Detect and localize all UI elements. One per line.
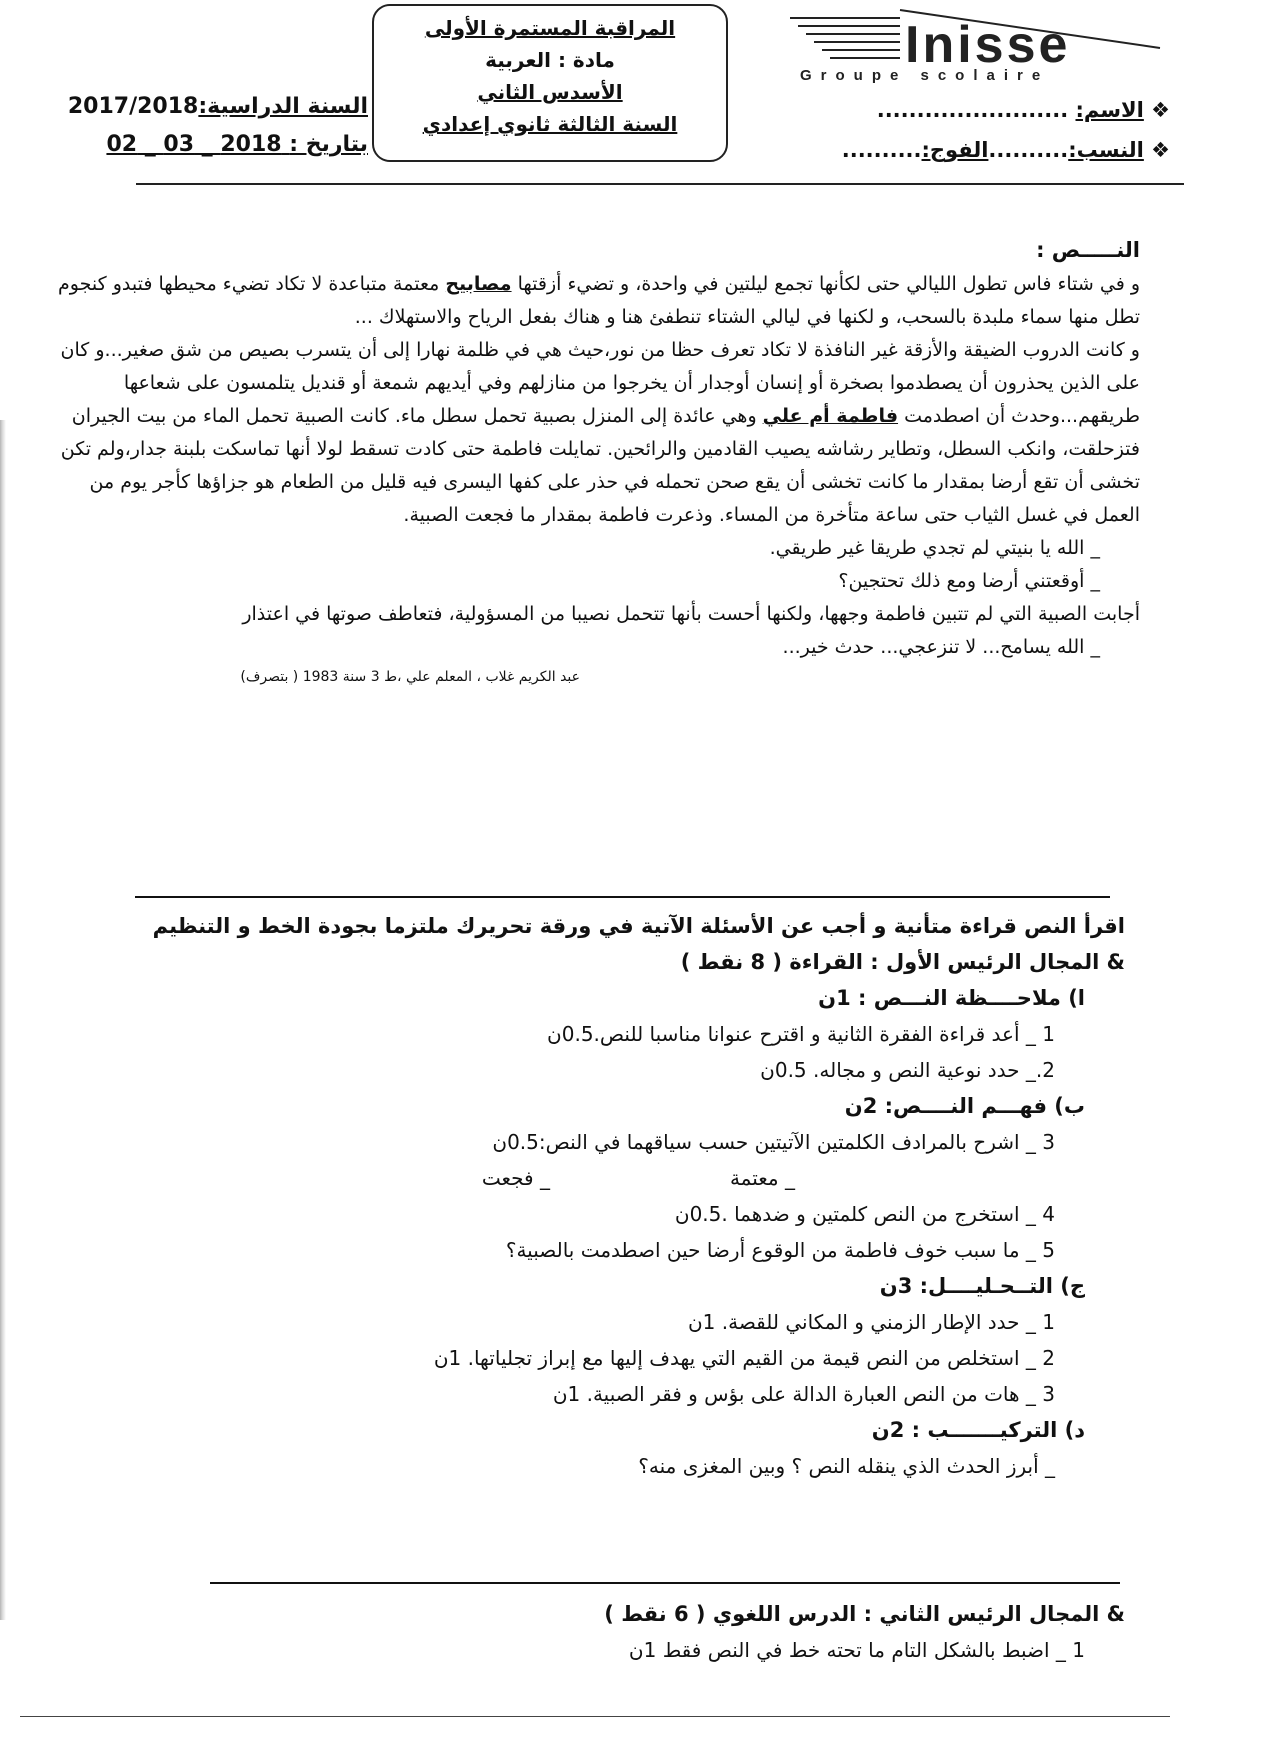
word-pair-row xyxy=(100,1160,1125,1196)
exam-title-box xyxy=(372,4,728,162)
question-b5: 5 _ ما سبب خوف فاطمة من الوقوع أرضا حين اصطدمت بالصبية؟ xyxy=(505,1238,1055,1262)
dialogue-3: _ الله يسامح... لا تنزعجي... حدث خير... xyxy=(782,636,1100,658)
underlined-word: مصابيح xyxy=(445,273,512,295)
paragraph-2 xyxy=(50,334,1140,532)
semester: الأسدس الثاني xyxy=(477,80,623,104)
paragraph-3: أجابت الصبية التي لم تتبين فاطمة وجهها، ولكنها أحست بأنها تتحمل نصيبا من المسؤولية، فتعاطف صوتها في اعتذار xyxy=(242,603,1140,625)
name-line xyxy=(745,90,1170,130)
paragraph-1-start: و في شتاء فاس تطول الليالي حتى لكأنها تجمع ليلتين في واحدة، و تضيء أزقتها xyxy=(511,273,1140,295)
paragraph-2-start: و كانت الدروب الضيقة والأزقة غير النافذة لا تكاد تعرف حظا من نور،حيث هي في ظلمة نهارا إلى أن يتسرب بصيص من شق صغير...و كان على الذين يحذرون أن يصطدموا بصخرة أو إنسان أوجدار أن يخرجوا من منازلهم وفي أيديهم شمعة أو قنديل يتلمسون على شعاعها طريقهم...وحدث أن اصطدمت xyxy=(60,339,1140,427)
question-a2: 2._ حدد نوعية النص و مجاله. 0.5ن xyxy=(760,1058,1055,1082)
school-year xyxy=(68,88,368,126)
group-label: الفوج: xyxy=(921,138,989,162)
question-a1: 1 _ أعد قراءة الفقرة الثانية و اقترح عنوانا مناسبا للنص.0.5ن xyxy=(547,1022,1055,1046)
bullet-icon: ❖ xyxy=(1151,98,1170,122)
synthesis-title: د) التركيـــــــب : 2ن xyxy=(871,1418,1085,1442)
question-c2: 2 _ استخلص من النص قيمة من القيم التي يهدف إليها مع إبراز تجلياتها. 1ن xyxy=(433,1346,1055,1370)
exam-title: المراقبة المستمرة الأولى xyxy=(424,16,676,40)
year-date-block xyxy=(68,88,368,164)
student-info-block xyxy=(745,90,1170,170)
subject: مادة : العربية xyxy=(485,48,615,72)
name-label: الاسم: xyxy=(1075,98,1144,122)
character-name: فاطمة أم علي xyxy=(762,405,899,427)
logo-graphic xyxy=(780,0,1170,85)
section-divider-2 xyxy=(210,1582,1120,1584)
question-d: _ أبرز الحدث الذي ينقله النص ؟ وبين المغزى منه؟ xyxy=(638,1454,1055,1478)
group-field[interactable]: .......... xyxy=(841,138,922,162)
surname-field[interactable]: .......... xyxy=(988,138,1069,162)
exam-date xyxy=(68,126,368,164)
bullet-icon: ❖ xyxy=(1151,138,1170,162)
dialogue-1: _ الله يا بنيتي لم تجدي طريقا غير طريقي. xyxy=(769,537,1100,559)
paragraph-2-end: وهي عائدة إلى المنزل بصبية تحمل سطل ماء. كانت الصبية تحمل الماء من بيت الجيران فتزحلقت، وانكب السطل، وتطاير رشاشه يصيب القادمين والرائحين. تمايلت فاطمة حتى كادت تسقط لولا أنها تماسكت بلبنة جدار،ولم تكن تخشى أن تقع أرضا بمقدار ما كانت تخشى أن يقع صحن تحمله في حذر على كفها اليسرى فيه قليل من الطعام هو جزاؤها كأجر يوم من العمل في غسل الثياب حتى ساعة متأخرة من المساء. وذعرت فاطمة بمقدار ما فجعت الصبية. xyxy=(60,405,1140,526)
scan-edge xyxy=(0,420,6,1620)
word-1: _ معتمة xyxy=(729,1166,795,1190)
school-logo xyxy=(780,0,1170,85)
domain2-block xyxy=(100,1596,1125,1668)
school-year-label: السنة الدراسية: xyxy=(198,94,368,119)
analysis-title: ج) التــحـليــــل: 3ن xyxy=(879,1274,1085,1298)
section-divider xyxy=(135,896,1110,898)
logo-subtext: Groupe scolaire xyxy=(800,67,1050,84)
instructions: اقرأ النص قراءة متأنية و أجب عن الأسئلة الآتية في ورقة تحريرك ملتزما بجودة الخط و التنظيم xyxy=(152,914,1125,938)
domain2-title: & المجال الرئيس الثاني : الدرس اللغوي ( 6 نقط ) xyxy=(604,1602,1125,1626)
surname-line xyxy=(745,130,1170,170)
grade-level: السنة الثالثة ثانوي إعدادي xyxy=(422,112,678,136)
question-b4: 4 _ استخرج من النص كلمتين و ضدهما .0.5ن xyxy=(674,1202,1055,1226)
question-b3: 3 _ اشرح بالمرادف الكلمتين الآتيتين حسب سياقهما في النص:0.5ن xyxy=(492,1130,1055,1154)
question-c1: 1 _ حدد الإطار الزمني و المكاني للقصة. 1ن xyxy=(687,1310,1055,1334)
page-bottom-line xyxy=(20,1716,1170,1717)
paragraph-1 xyxy=(50,268,1140,334)
text-source: عبد الكريم غلاب ، المعلم علي ،ط 3 سنة 1983 ( بتصرف) xyxy=(240,669,580,685)
paragraph-1-end: معتمة متباعدة لا تكاد تضيء محيطها فتبدو كنجوم تطل منها سماء ملبدة بالسحب، و لكنها في ليالي الشتاء تنطفئ هنا و هناك بفعل الرياح والاستهلاك ... xyxy=(58,273,1140,328)
domain1-title: & المجال الرئيس الأول : القراءة ( 8 نقط ) xyxy=(680,950,1125,974)
date-label: بتاريخ : xyxy=(289,132,368,157)
dialogue-2: _ أوقعتني أرضا ومع ذلك تحتجين؟ xyxy=(838,570,1100,592)
logo-text: Inisse xyxy=(905,16,1071,74)
reading-text xyxy=(50,232,1140,690)
header-divider xyxy=(136,183,1184,185)
questions-block xyxy=(100,908,1125,1484)
surname-label: النسب: xyxy=(1068,138,1144,162)
question-c3: 3 _ هات من النص العبارة الدالة على بؤس و فقر الصبية. 1ن xyxy=(552,1382,1055,1406)
text-title: النـــــص : xyxy=(1036,238,1140,262)
comprehension-title: ب) فهـــم النــــص: 2ن xyxy=(844,1094,1085,1118)
question-lang-1: 1 _ اضبط بالشكل التام ما تحته خط في النص فقط 1ن xyxy=(628,1638,1085,1662)
school-year-value: 2017/2018 xyxy=(67,94,199,119)
date-value: 2018 _ 03 _ 02 xyxy=(106,132,282,157)
observation-title: ا) ملاحــــظة النـــص : 1ن xyxy=(818,986,1085,1010)
word-2: _ فجعت xyxy=(481,1166,550,1190)
name-field[interactable]: ........................ xyxy=(876,98,1069,122)
